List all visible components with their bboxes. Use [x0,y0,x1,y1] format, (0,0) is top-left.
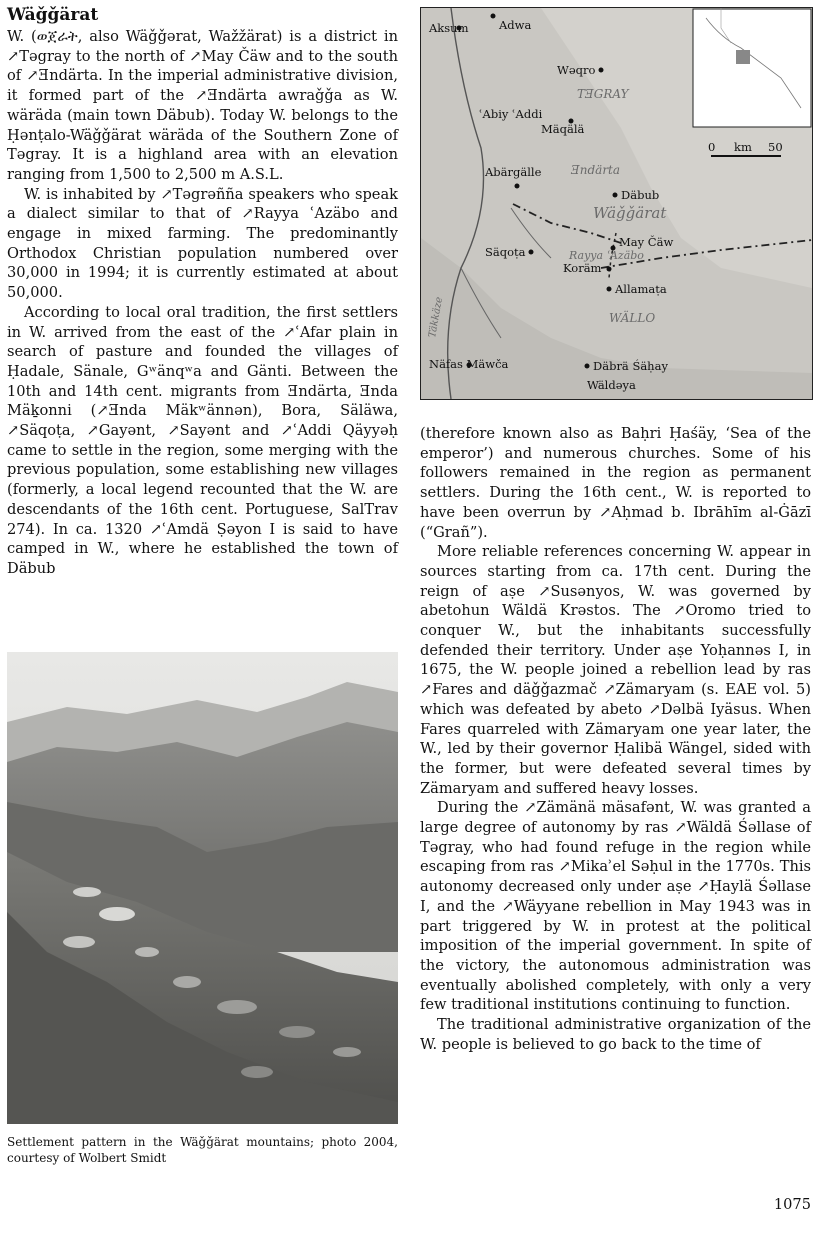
place-waqro: Wəqro [557,63,596,77]
region-wallo: WÄLLO [609,311,656,325]
place-adwa: Adwa [499,18,532,32]
river-takkaze: Täkkäze [427,296,446,339]
entry-title: Wäǧǧärat [7,5,99,25]
place-allamata: Allamaṭa [615,282,667,296]
right-column [420,424,811,1055]
paragraph-continuation: (therefore known also as Baḥri Ḥaśäy, ‘Sea of the emperor’) and numerous churches. Some of his followers remained in the region as permanent settlers. During the 16th cent., W. is reported to have been overrun by ↗Aḥmad b. Ibrāhīm al-Ġāzī (“Grañ”). [420,425,811,541]
paragraph-administration: The traditional administrative organization of the W. people is believed to go back to the time of [420,1016,811,1053]
region-map [420,7,813,400]
place-abiy-addi: ʿAbiy ʿAddi [479,107,543,121]
place-aksum: Aksum [429,21,469,35]
photo-caption: Settlement pattern in the Wäǧǧärat mountains; photo 2004, courtesy of Wolbert Smidt [7,1135,398,1165]
scale-max: 50 [768,140,783,154]
scale-zero: 0 [708,140,716,154]
place-saqota: Säqoṭa [485,245,526,259]
place-may-caw: May Čäw [619,235,674,249]
place-waldaya: Wäldəya [587,378,636,392]
region-rayya-azabo: Rayya ʿAzäbo [569,249,644,262]
region-waggarat: Wäǧǧärat [593,204,667,222]
paragraph-autonomy: During the ↗Zämänä mäsafənt, W. was granted a large degree of autonomy by ras ↗Wäldä Śəllase of Təgray, who had found refuge in the region while escaping from ras ↗Mikaʾel Səḥul in the 1770s. This autonomy decreased only under aṣe ↗Ḥaylä Śəllase I, and the ↗Wäyyane rebellion in May 1943 was in part triggered by W. in protest at the political imposition of the imperial government. In spite of the victory, the autonomous administration was eventually abolished completely, with only a very few traditional institutions continuing to function. [420,799,811,1014]
place-maqala: Mäqälä [541,122,585,136]
page-number: 1075 [773,1196,811,1213]
place-dabra-sahay: Däbrä Śäḥay [593,359,668,373]
place-nafas-mawca: Näfas Mäwča [429,357,509,371]
region-tagray: TƎGRAY [577,87,629,101]
place-abargalle: Abärgälle [485,165,542,179]
place-dabub: Däbub [621,188,660,202]
left-column [7,0,398,579]
paragraph-references: More reliable references concerning W. appear in sources starting from ca. 17th cent. During the reign of aṣe ↗Susənyos, W. was governed by abetohun Wäldä Krəstos. The ↗Oromo tried to conquer W., but the inhabitants successfully defended their territory. Under aṣe Yoḥannəs I, in 1675, the W. people joined a rebellion lead by ras ↗Fares and däǧǧazmač ↗Zämaryam (s. EAE vol. 5) which was defeated by abeto ↗Dəlbä Iyäsus. When Fares quarreled with Zämaryam one year later, the W., led by their governor Ḥalibä Wängel, sided with the former, but were defeated several times by Zämaryam and suffered heavy losses. [420,543,811,797]
scale-unit: km [734,140,752,154]
paragraph-population: W. is inhabited by ↗Təgrəñña speakers who speak a dialect similar to that of ↗Rayya ʿAzäbo and engage in mixed farming. The predominantly Orthodox Christian population numbered over 30,000 in 1994; it is currently estimated at about 50,000. [7,185,398,302]
region-andarta: Ǝndärta [571,163,621,177]
landscape-photo [7,652,398,1124]
paragraph-intro: W. (ወጀራት, also Wäǧǧərat, Wažžärat) is a district in ↗Təgray to the north of ↗May Čäw and to the south of ↗Ǝndärta. In the imperial administrative division, it formed part of the ↗Ǝndärta awraǧǧa as W. wäräda (main town Däbub). Today W. belongs to the Ḥənṭalo-Wäǧǧärat wäräda of the Southern Zone of Təgray. It is a highland area with an elevation ranging from 1,500 to 2,500 m A.S.L. [7,28,398,183]
place-koram: Koräm [563,261,602,275]
paragraph-oral-tradition: According to local oral tradition, the first settlers in W. arrived from the east of the ↗ʿAfar plain in search of pasture and founded the villages of Ḥadale, Sänale, Gʷänqʷa and Gänti. Between the 10th and 14th cent. migrants from Ǝndärta, Ǝnda Mäḵonni (↗Ǝnda Mäkʷännən), Bora, Säläwa, ↗Säqoṭa, ↗Gayənt, ↗Sayənt and ↗ʿAddi Qäyyəḥ came to settle in the region, some merging with the previous population, some establishing new villages (formerly, a local legend recounted that the W. are descendants of the 16th cent. Portuguese, SalTrav 274). In ca. 1320 ↗ʿAmdä Ṣəyon I is said to have camped in W., where he established the town of Däbub [7,303,398,577]
inset-map [693,9,811,127]
